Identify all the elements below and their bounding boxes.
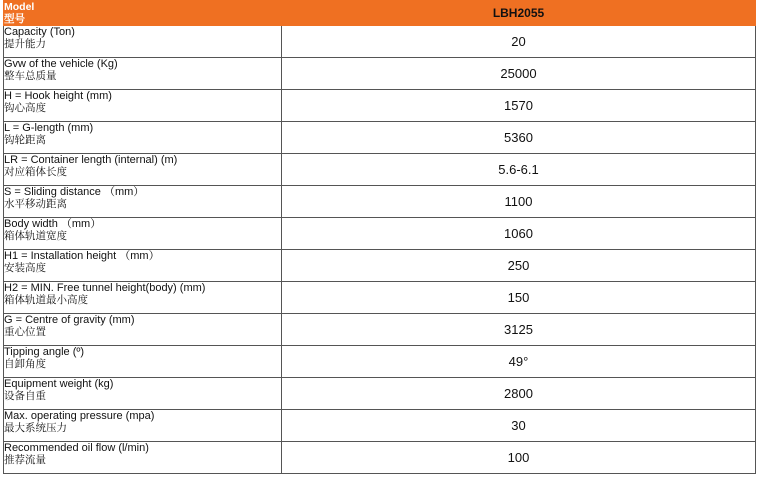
spec-label-en: H1 = Installation height （mm） [4, 250, 160, 262]
spec-label-cell [4, 90, 282, 122]
spec-label-en: S = Sliding distance （mm） [4, 186, 145, 198]
spec-label-cn: 钩轮距离 [4, 134, 46, 146]
table-row [4, 378, 756, 410]
table-row [4, 154, 756, 186]
table-row [4, 90, 756, 122]
spec-label-en: H = Hook height (mm) [4, 90, 112, 102]
spec-label-cell [4, 58, 282, 90]
spec-label-cell [4, 282, 282, 314]
spec-value: 5.6-6.1 [282, 154, 756, 186]
spec-label-cn: 安装高度 [4, 262, 46, 274]
spec-label-en: H2 = MIN. Free tunnel height(body) (mm) [4, 282, 206, 294]
spec-label-cell [4, 218, 282, 250]
spec-label-en: LR = Container length (internal) (m) [4, 154, 178, 166]
header-model: LBH2055 [282, 1, 756, 26]
spec-label-cn: 推荐流量 [4, 454, 46, 466]
spec-label-cn: 水平移动距离 [4, 198, 67, 210]
spec-label-en: Max. operating pressure (mpa) [4, 410, 155, 422]
spec-value: 1570 [282, 90, 756, 122]
spec-label-en: L = G-length (mm) [4, 122, 94, 134]
spec-label-cn: 重心位置 [4, 326, 46, 338]
header-row [4, 1, 756, 26]
header-label-cn: 型号 [4, 13, 25, 25]
spec-label-cell [4, 250, 282, 282]
spec-label-cell [4, 346, 282, 378]
spec-label-cell [4, 26, 282, 58]
table-row [4, 442, 756, 474]
spec-label-cn: 钩心高度 [4, 102, 46, 114]
spec-value: 49° [282, 346, 756, 378]
table-row [4, 186, 756, 218]
table-row [4, 314, 756, 346]
spec-label-cn: 自卸角度 [4, 358, 46, 370]
spec-label-cell [4, 186, 282, 218]
spec-value: 30 [282, 410, 756, 442]
spec-table [3, 0, 756, 474]
spec-label-cell [4, 378, 282, 410]
spec-label-en: G = Centre of gravity (mm) [4, 314, 135, 326]
table-row [4, 58, 756, 90]
spec-value: 3125 [282, 314, 756, 346]
spec-label-cell [4, 314, 282, 346]
spec-value: 150 [282, 282, 756, 314]
spec-label-cn: 箱体轨道宽度 [4, 230, 67, 242]
spec-label-en: Capacity (Ton) [4, 26, 75, 38]
spec-label-en: Body width （mm） [4, 218, 102, 230]
spec-label-cn: 最大系统压力 [4, 422, 67, 434]
spec-label-en: Tipping angle (º) [4, 346, 85, 358]
table-row [4, 410, 756, 442]
spec-value: 100 [282, 442, 756, 474]
spec-label-cell [4, 410, 282, 442]
spec-label-cn: 整车总质量 [4, 70, 57, 82]
spec-label-cn: 提升能力 [4, 38, 46, 50]
spec-label-cell [4, 154, 282, 186]
spec-label-en: Recommended oil flow (l/min) [4, 442, 149, 454]
spec-value: 1100 [282, 186, 756, 218]
header-label-cell [4, 1, 282, 26]
spec-label-en: Equipment weight (kg) [4, 378, 114, 390]
table-row [4, 26, 756, 58]
header-label-en: Model [4, 1, 35, 13]
table-row [4, 218, 756, 250]
spec-value: 250 [282, 250, 756, 282]
spec-value: 25000 [282, 58, 756, 90]
spec-label-cn: 设备自重 [4, 390, 46, 402]
spec-label-cn: 对应箱体长度 [4, 166, 67, 178]
spec-label-cell [4, 122, 282, 154]
spec-value: 1060 [282, 218, 756, 250]
table-row [4, 282, 756, 314]
spec-label-en: Gvw of the vehicle (Kg) [4, 58, 118, 70]
table-row [4, 122, 756, 154]
spec-value: 20 [282, 26, 756, 58]
spec-label-cell [4, 442, 282, 474]
table-row [4, 346, 756, 378]
spec-value: 2800 [282, 378, 756, 410]
spec-label-cn: 箱体轨道最小高度 [4, 294, 88, 306]
spec-value: 5360 [282, 122, 756, 154]
table-row [4, 250, 756, 282]
